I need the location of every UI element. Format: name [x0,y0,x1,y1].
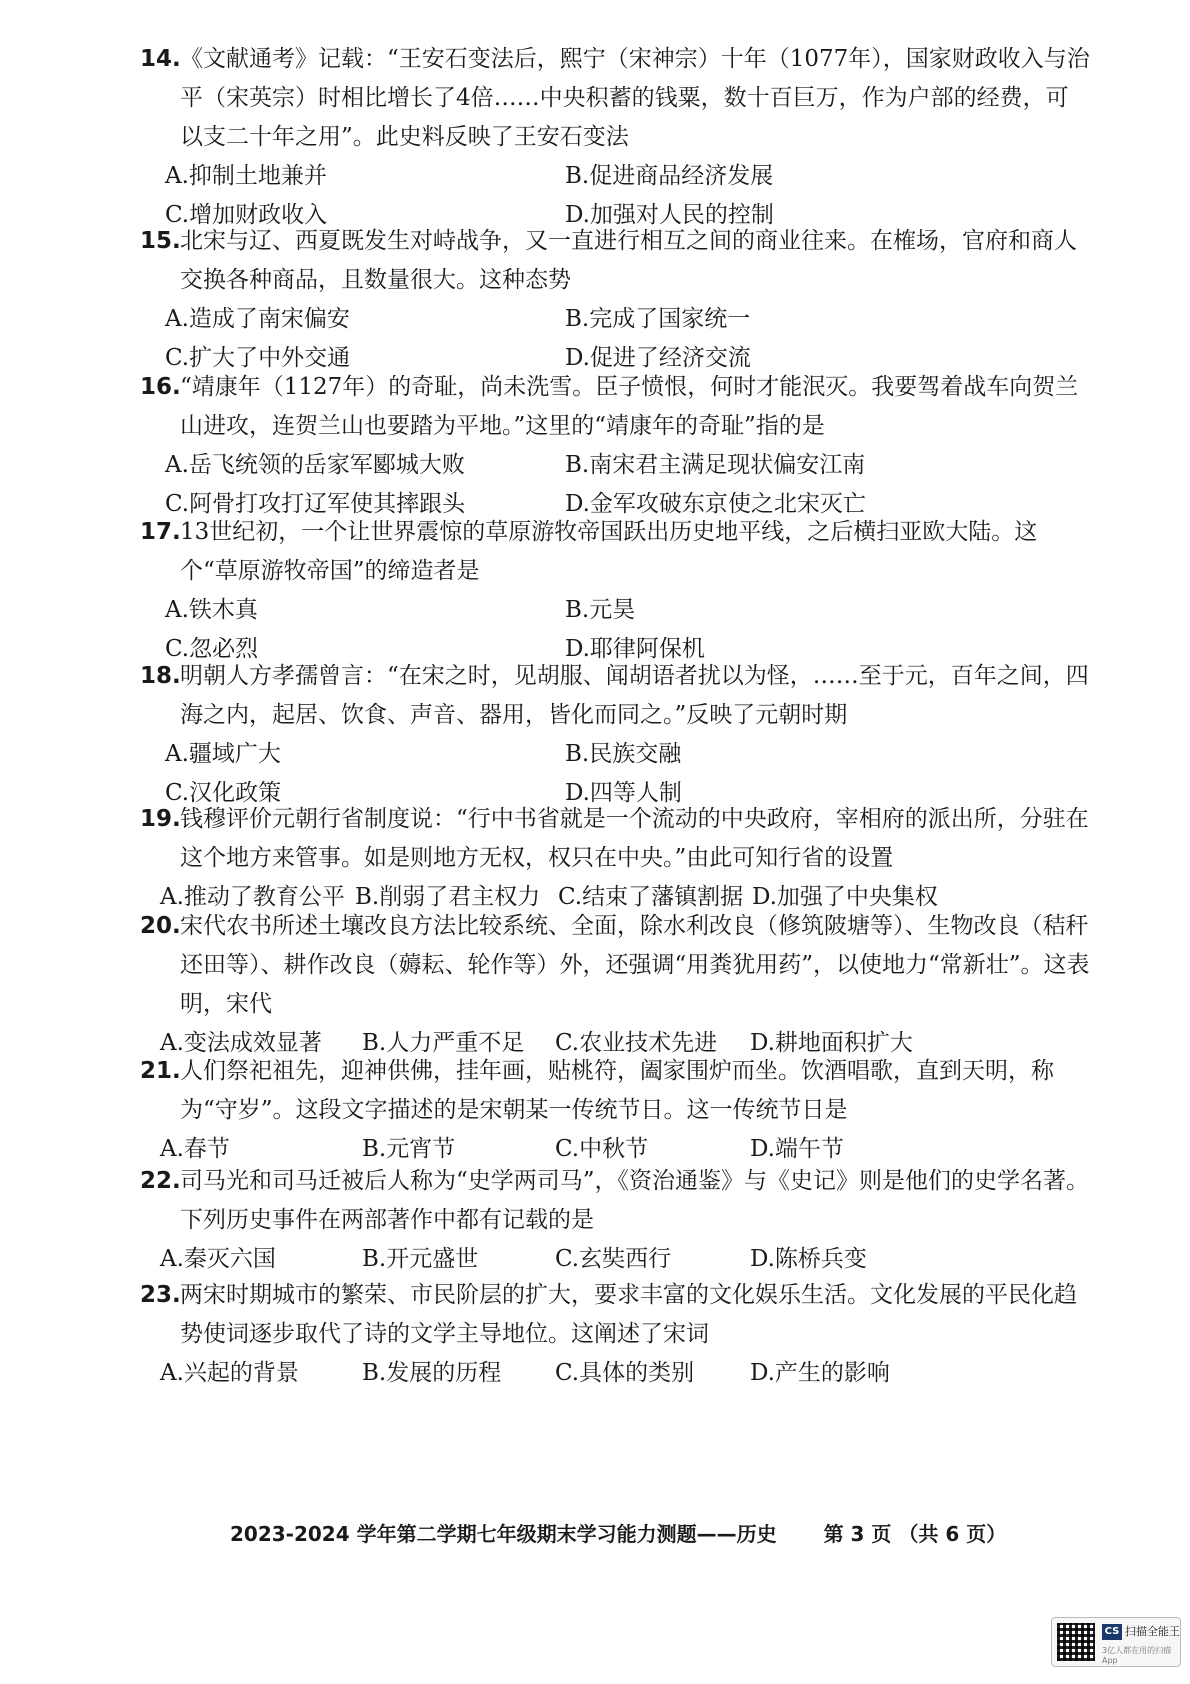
question-number: 20. [140,913,181,939]
question-text: 两宋时期城市的繁荣、市民阶层的扩大，要求丰富的文化娱乐生活。文化发展的平民化趋势使词逐步取代了诗的文学主导地位。这阐述了宋词 [180,1282,1077,1347]
question-21 [140,1052,1090,1169]
option-a[interactable]: A.疆域广大 [165,741,281,767]
question-17 [140,513,1090,669]
option-c[interactable]: C.汉化政策 [165,780,282,806]
question-number: 19. [140,806,181,832]
option-b[interactable]: B.南宋君主满足现状偏安江南 [565,452,866,478]
options-row [140,300,1090,339]
option-d[interactable]: D.耕地面积扩大 [750,1030,913,1056]
question-stem [140,1276,1090,1354]
camscanner-logo-icon: CS [1102,1624,1122,1640]
question-23 [140,1276,1090,1393]
page-number: 第 3 页 （共 6 页） [823,1522,1007,1546]
option-d[interactable]: D.加强对人民的控制 [565,202,774,228]
option-b[interactable]: B.开元盛世 [362,1246,479,1272]
options-row [140,157,1090,196]
option-c[interactable]: C.农业技术先进 [555,1030,718,1056]
option-a[interactable]: A.造成了南宋偏安 [165,306,350,332]
option-b[interactable]: B.完成了国家统一 [565,306,751,332]
option-c[interactable]: C.扩大了中外交通 [165,345,351,371]
option-d[interactable]: D.四等人制 [565,780,682,806]
question-number: 17. [140,519,181,545]
option-c[interactable]: C.增加财政收入 [165,202,328,228]
option-d[interactable]: D.陈桥兵变 [750,1246,867,1272]
option-c[interactable]: C.阿骨打攻打辽军使其摔跟头 [165,491,466,517]
option-b[interactable]: B.元昊 [565,597,636,623]
question-22 [140,1162,1090,1279]
question-text: 《文献通考》记载：“王安石变法后，熙宁（宋神宗）十年（1077年），国家财政收入与治平（宋英宗）时相比增长了4倍……中央积蓄的钱粟，数十百巨万，作为户部的经费，可以支二十年之用”。此史料反映了王安石变法 [180,46,1090,150]
question-text: 13世纪初，一个让世界震惊的草原游牧帝国跃出历史地平线，之后横扫亚欧大陆。这个“草原游牧帝国”的缔造者是 [180,519,1038,584]
option-b[interactable]: B.人力严重不足 [362,1030,525,1056]
question-stem [140,368,1090,446]
option-a[interactable]: A.铁木真 [165,597,258,623]
option-a[interactable]: A.抑制土地兼并 [165,163,327,189]
question-stem [140,800,1090,878]
option-b[interactable]: B.元宵节 [362,1136,456,1162]
watermark-app-name: 扫描全能王 [1125,1625,1180,1638]
option-b[interactable]: B.削弱了君主权力 [355,884,541,910]
question-text: 司马光和司马迁被后人称为“史学两司马”，《资治通鉴》与《史记》则是他们的史学名著。下列历史事件在两部著作中都有记载的是 [180,1168,1090,1233]
question-number: 21. [140,1058,181,1084]
option-d[interactable]: D.端午节 [750,1136,844,1162]
option-d[interactable]: D.金军攻破东京使之北宋灭亡 [565,491,866,517]
question-stem [140,513,1090,591]
exam-title: 2023-2024 学年第二学期七年级期末学习能力测题——历史 [230,1522,777,1546]
question-15 [140,222,1090,378]
option-a[interactable]: A.秦灭六国 [160,1246,276,1272]
option-c[interactable]: C.结束了藩镇割据 [558,884,744,910]
question-stem [140,657,1090,735]
option-b[interactable]: B.民族交融 [565,741,682,767]
option-a[interactable]: A.春节 [160,1136,230,1162]
question-19 [140,800,1090,917]
question-18 [140,657,1090,813]
question-number: 14. [140,46,181,72]
option-a[interactable]: A.推动了教育公平 [160,884,345,910]
watermark-tagline: 3亿人都在用的扫描App [1102,1646,1172,1665]
scanner-watermark [1051,1617,1181,1667]
option-c[interactable]: C.中秋节 [555,1136,649,1162]
question-number: 16. [140,374,181,400]
question-stem [140,907,1090,1024]
option-a[interactable]: A.兴起的背景 [160,1360,299,1386]
question-20 [140,907,1090,1063]
option-d[interactable]: D.耶律阿保机 [565,636,705,662]
question-text: 明朝人方孝孺曾言：“在宋之时，见胡服、闻胡语者扰以为怪，……至于元，百年之间，四海之内，起居、饮食、声音、器用，皆化而同之。”反映了元朝时期 [180,663,1089,728]
question-number: 22. [140,1168,181,1194]
option-d[interactable]: D.加强了中央集权 [752,884,938,910]
question-16 [140,368,1090,524]
option-d[interactable]: D.促进了经济交流 [565,345,751,371]
question-text: 人们祭祀祖先，迎神供佛，挂年画，贴桃符，阖家围炉而坐。饮酒唱歌，直到天明，称为“守岁”。这段文字描述的是宋朝某一传统节日。这一传统节日是 [180,1058,1054,1123]
question-14 [140,40,1090,235]
question-stem [140,222,1090,300]
options-row [140,735,1090,774]
option-b[interactable]: B.促进商品经济发展 [565,163,774,189]
options-row [140,1240,1090,1279]
option-b[interactable]: B.发展的历程 [362,1360,502,1386]
question-text: “靖康年（1127年）的奇耻，尚未洗雪。臣子愤恨，何时才能泯灭。我要驾着战车向贺兰山进攻，连贺兰山也要踏为平地。”这里的“靖康年的奇耻”指的是 [180,374,1079,439]
question-stem [140,40,1090,157]
question-text: 钱穆评价元朝行省制度说：“行中书省就是一个流动的中央政府，宰相府的派出所，分驻在这个地方来管事。如是则地方无权，权只在中央。”由此可知行省的设置 [180,806,1089,871]
options-row [140,1354,1090,1393]
options-row [140,446,1090,485]
option-c[interactable]: C.忽必烈 [165,636,259,662]
question-number: 23. [140,1282,181,1308]
options-row [140,591,1090,630]
option-d[interactable]: D.产生的影响 [750,1360,890,1386]
question-number: 18. [140,663,181,689]
option-c[interactable]: C.具体的类别 [555,1360,695,1386]
option-c[interactable]: C.玄奘西行 [555,1246,672,1272]
question-stem [140,1162,1090,1240]
question-text: 宋代农书所述土壤改良方法比较系统、全面，除水利改良（修筑陂塘等）、生物改良（秸秆还田等）、耕作改良（薅耘、轮作等）外，还强调“用粪犹用药”，以使地力“常新壮”。这表明，宋代 [180,913,1090,1017]
page-footer [230,1518,1050,1547]
qr-code-icon [1057,1623,1095,1661]
option-a[interactable]: A.岳飞统领的岳家军郾城大败 [165,452,465,478]
question-number: 15. [140,228,181,254]
question-text: 北宋与辽、西夏既发生对峙战争，又一直进行相互之间的商业往来。在榷场，官府和商人交换各种商品，且数量很大。这种态势 [180,228,1077,293]
question-stem [140,1052,1090,1130]
option-a[interactable]: A.变法成效显著 [160,1030,322,1056]
